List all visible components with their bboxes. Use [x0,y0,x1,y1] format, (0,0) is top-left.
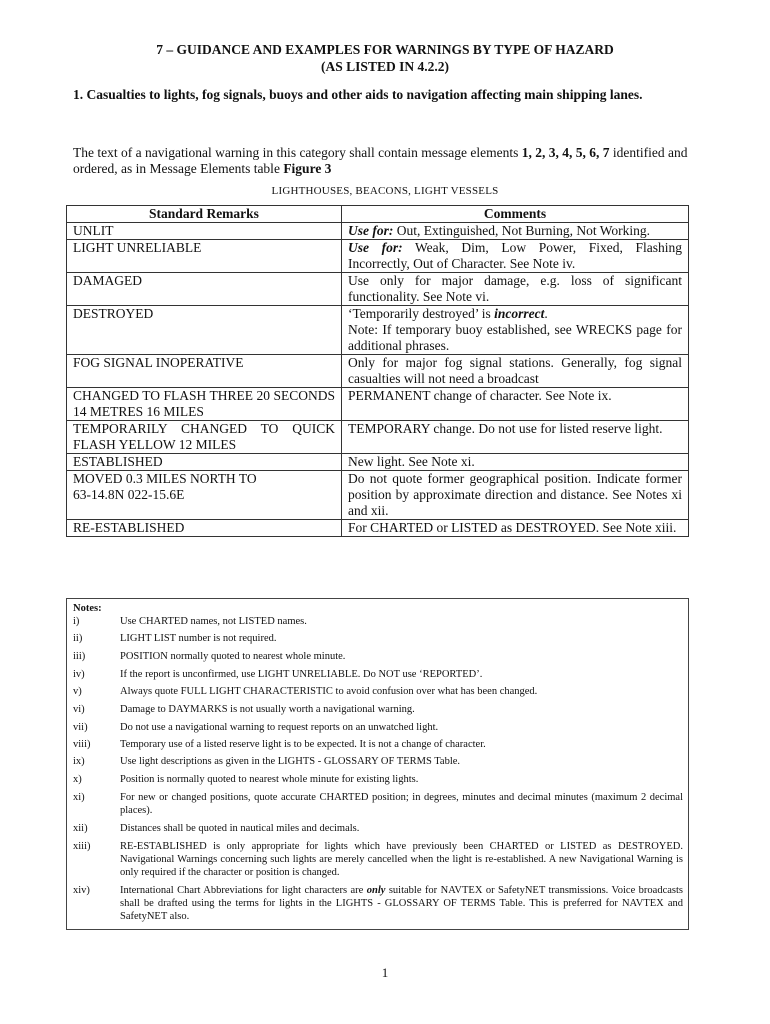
note-item [73,685,683,698]
comment-cell [342,240,689,273]
header-standard-remarks: Standard Remarks [67,206,342,223]
comment-emphasis: incorrect [494,306,545,321]
note-text: POSITION normally quoted to nearest whole minute. [120,651,346,662]
note-text: Use CHARTED names, not LISTED names. [120,616,307,627]
note-text: Position is normally quoted to nearest whole minute for existing lights. [120,774,419,785]
comment-emphasis: Use for: [348,223,394,238]
note-text: LIGHT LIST number is not required. [120,633,277,644]
note-number: vi) [73,704,85,715]
note-item [73,755,683,768]
remark-cell: DAMAGED [67,273,342,306]
note-number: x) [73,774,82,785]
comment-text: Out, Extinguished, Not Burning, Not Working. [393,223,651,238]
header-comments: Comments [342,206,689,223]
note-number: ii) [73,633,83,644]
page-subtitle: (AS LISTED IN 4.2.2) [321,59,449,74]
comment-cell: Use only for major damage, e.g. loss of significant functionality. See Note vi. [342,273,689,306]
note-text: If the report is unconfirmed, use LIGHT UNRELIABLE. Do NOT use ‘REPORTED’. [120,669,483,680]
remark-line-1: MOVED 0.3 MILES NORTH TO [73,471,257,486]
note-text: Temporary use of a listed reserve light is to be expected. It is not a change of character. [120,739,486,750]
note-text: Use light descriptions as given in the LIGHTS - GLOSSARY OF TERMS Table. [120,756,461,767]
note-item [73,650,683,663]
note-number: iii) [73,651,86,662]
table-row [67,454,689,471]
table-row [67,520,689,537]
note-text-post: suitable for NAVTEX or SafetyNET transmissions. Voice broadcasts shall be drafted using the terms for lights in the LIGHTS - GLOSSARY OF TERMS Table. This is preferred for NAVTEX and SafetyNET also. [120,885,683,922]
note-text: For new or changed positions, quote accurate CHARTED position; in degrees, minutes and decimal minutes (maximum 2 decimal places). [120,792,683,816]
note-item [73,615,683,628]
comment-cell [342,223,689,240]
table-row [67,223,689,240]
note-number: ix) [73,756,85,767]
page-title: 7 – GUIDANCE AND EXAMPLES FOR WARNINGS BY TYPE OF HAZARD [156,42,614,57]
table-row [67,355,689,388]
table-row [67,306,689,355]
note-item [73,840,683,879]
note-text: Do not use a navigational warning to request reports on an unwatched light. [120,722,439,733]
table-row [67,421,689,454]
note-number: xiii) [73,841,91,852]
comment-cell: New light. See Note xi. [342,454,689,471]
intro-figure-ref: Figure 3 [283,161,332,176]
comment-text: ‘Temporarily destroyed’ is [348,306,495,321]
note-text: Always quote FULL LIGHT CHARACTERISTIC to avoid confusion over what has been changed. [120,686,538,697]
remark-cell: LIGHT UNRELIABLE [67,240,342,273]
note-number: vii) [73,722,88,733]
remark-cell: UNLIT [67,223,342,240]
remark-cell: FOG SIGNAL INOPERATIVE [67,355,342,388]
page-number: 1 [381,965,389,980]
note-item [73,668,683,681]
intro-text-1: The text of a navigational warning in this category shall contain message elements [73,145,522,160]
comment-cell: For CHARTED or LISTED as DESTROYED. See Note xiii. [342,520,689,537]
note-item [73,703,683,716]
section-heading: 1. Casualties to lights, fog signals, buoys and other aids to navigation affecting main shipping lanes. [73,87,643,102]
remark-line-2: 63-14.8N 022-15.6E [73,487,185,502]
note-text: Distances shall be quoted in nautical miles and decimals. [120,823,360,834]
comment-cell: Do not quote former geographical position. Indicate former position by approximate direction and distance. See Notes xi and xii. [342,471,689,520]
intro-paragraph [73,145,703,177]
note-number: i) [73,616,80,627]
note-item [73,738,683,751]
table-row [67,273,689,306]
note-text [73,884,683,923]
remark-cell: TEMPORARILY CHANGED TO QUICK FLASH YELLOW 12 MILES [67,421,342,454]
note-item [73,773,683,786]
table-row [67,240,689,273]
table-row [67,471,689,520]
note-number: v) [73,686,82,697]
note-text-pre: International Chart Abbreviations for light characters are [120,885,367,896]
comment-emphasis: Use for: [348,240,403,255]
comment-cell: TEMPORARY change. Do not use for listed reserve light. [342,421,689,454]
note-emphasis: only [366,885,386,896]
note-number: viii) [73,739,91,750]
note-text: Damage to DAYMARKS is not usually worth a navigational warning. [120,704,415,715]
table-header-row [67,206,689,223]
note-item [73,884,683,923]
note-item [73,822,683,835]
note-item [73,791,683,817]
comment-note: Note: If temporary buoy established, see WRECKS page for additional phrases. [348,322,682,353]
note-item [73,632,683,645]
note-number: xi) [73,792,85,803]
note-number: iv) [73,669,85,680]
intro-text-2: identified and ordered, as in Message Elements table [73,145,688,176]
note-number: xii) [73,823,88,834]
comment-text-end: . [544,306,548,321]
note-number: xiv) [73,885,90,896]
remarks-table [66,205,689,537]
comment-cell: Only for major fog signal stations. Generally, fog signal casualties will not need a broadcast [342,355,689,388]
comment-text: Weak, Dim, Low Power, Fixed, Flashing Incorrectly, Out of Character. See Note iv. [348,240,682,271]
table-caption: LIGHTHOUSES, BEACONS, LIGHT VESSELS [271,185,499,197]
remark-cell [67,471,342,520]
remark-cell: ESTABLISHED [67,454,342,471]
intro-elements: 1, 2, 3, 4, 5, 6, 7 [521,145,610,160]
note-text: RE-ESTABLISHED is only appropriate for lights which have previously been CHARTED or LISTED as DESTROYED. Navigational Warnings concerning such lights are merely cancelled when the light is re-established. A new Navigational Warning is only required if the character or position is changed. [120,841,683,878]
notes-box [66,598,689,930]
remark-cell: RE-ESTABLISHED [67,520,342,537]
remark-cell: CHANGED TO FLASH THREE 20 SECONDS 14 METRES 16 MILES [67,388,342,421]
notes-title: Notes: [73,603,102,614]
comment-cell [342,306,689,355]
comment-cell: PERMANENT change of character. See Note ix. [342,388,689,421]
note-item [73,721,683,734]
remark-cell: DESTROYED [67,306,342,355]
table-row [67,388,689,421]
